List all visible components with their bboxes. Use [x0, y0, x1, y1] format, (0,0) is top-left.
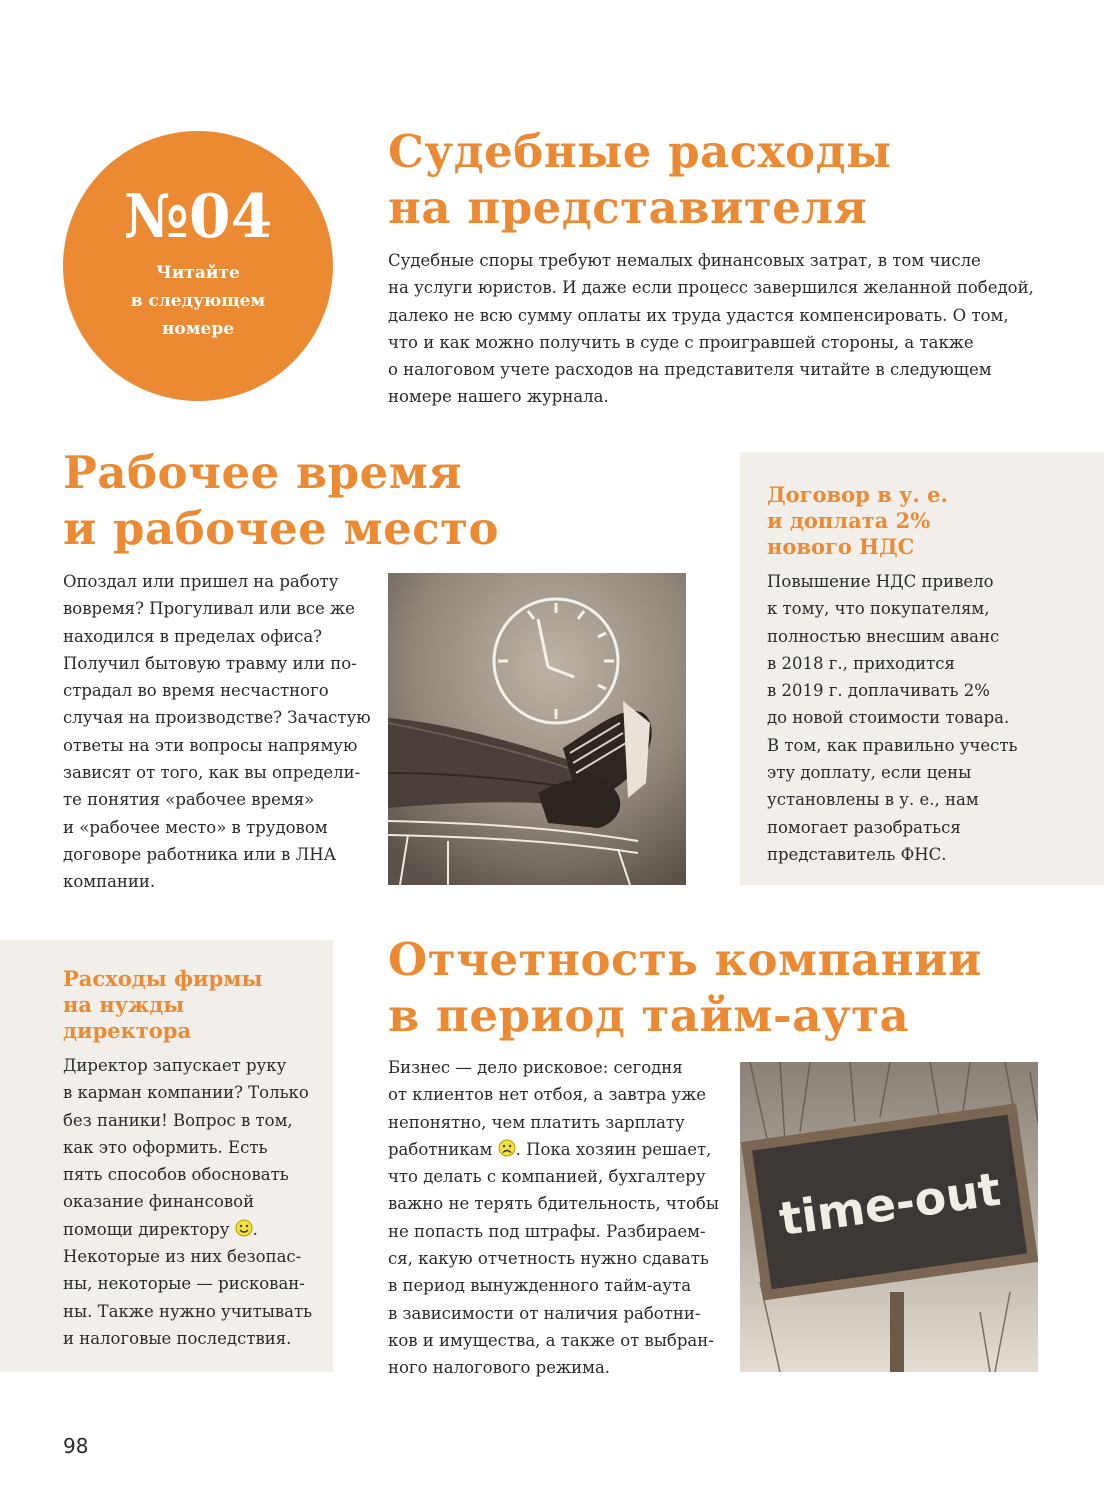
sidebar-body: Директор запускает руку в карман компании? Только без паники! Вопрос в том, как это оформить. Есть пять способов обосновать оказание финансовой помощи директору . Некоторые из них безопас- ны, некоторые — рискован- ны. Также нужно учитывать и налоговые последствия. [63, 1056, 313, 1348]
article-title: Судебные расходы на представителя [388, 125, 892, 234]
badge-number: №04 [123, 182, 273, 252]
sidebar-title: Расходы фирмы на нужды директора [63, 966, 263, 1043]
photo-clock-sneakers [388, 573, 686, 885]
article-body: Опоздал или пришел на работу вовремя? Прогуливал или все же находился в пределах офиса? Получил бытовую травму или по- страдал во время несчастного случая на производстве? Зачастую ответы на эти вопросы напрямую зависят от того, как вы определи- те понятия «рабочее время» и «рабочее место» в трудовом договоре работника или в ЛНА компании. [63, 572, 371, 892]
sidebar-director-expenses [0, 940, 333, 1372]
sidebar-body: Повышение НДС привело к тому, что покупателям, полностью внесшим аванс в 2018 г., приходится в 2019 г. доплачивать 2% до новой стоимости товара. В том, как правильно учесть эту доплату, если цены установлены в у. е., нам помогает разобраться представитель ФНС. [767, 572, 1018, 864]
article-title: Отчетность компании в период тайм-аута [388, 933, 982, 1042]
article-body: Судебные споры требуют немалых финансовых затрат, в том числе на услуги юристов. И даже если процесс завершился желанной победой, далеко не всю сумму оплаты их труда удастся компенсировать. О том, что и как можно получить в суде с проигравшей стороны, а также о налоговом учете расходов на представителя читайте в следующем номере нашего журнала. [388, 251, 1034, 407]
sad-face-icon [498, 1139, 516, 1157]
page-number: 98 [63, 1434, 89, 1458]
article-title: Рабочее время и рабочее место [63, 446, 500, 555]
sidebar-title: Договор в у. е. и доплата 2% нового НДС [767, 482, 948, 559]
photo-timeout-sign [740, 1062, 1038, 1372]
article-body: Бизнес — дело рисковое: сегодня от клиентов нет отбоя, а завтра уже непонятно, чем платить зарплату работникам . Пока хозяин решает, что делать с компанией, бухгалтеру важно не терять бдительность, чтобы не попасть под штрафы. Разбираем- ся, какую отчетность нужно сдавать в период вынужденного тайм-аута в зависимости от наличия работни- ков и имущества, а также от выбран- ного налогового режима. [388, 1058, 719, 1378]
smiley-icon [235, 1219, 253, 1237]
clock-feet-illustration [388, 573, 686, 885]
sign-text: time-out [776, 1161, 1004, 1247]
issue-badge [63, 131, 333, 401]
timeout-sign-illustration [740, 1062, 1038, 1372]
badge-caption: Читайте в следующем номере [130, 263, 266, 339]
sidebar-vat [740, 452, 1104, 885]
article-court-costs [388, 124, 1034, 411]
